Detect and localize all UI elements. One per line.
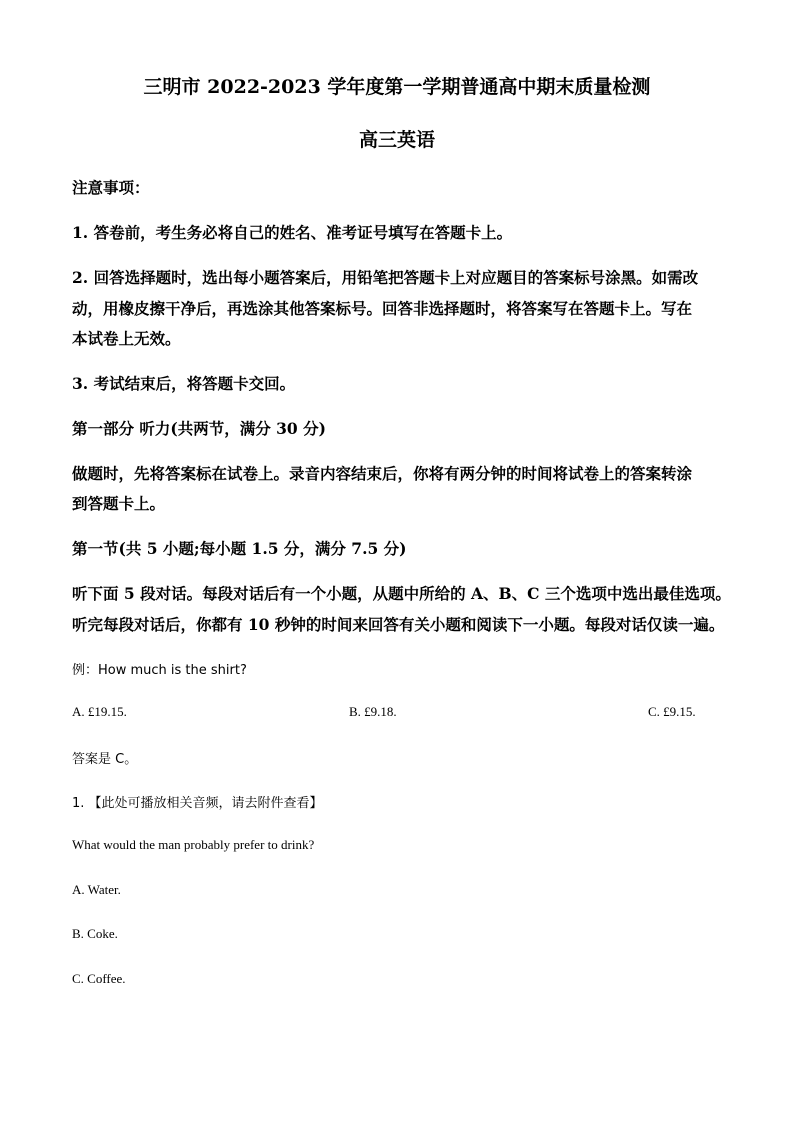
section1-instruction-line-2: 听完每段对话后，你都有 10 秒钟的时间来回答有关小题和阅读下一小题。每段对话仅读一遍。 <box>72 615 725 634</box>
example-answer: 答案是 C。 <box>72 752 138 767</box>
example-option-c: C. £9.15. <box>648 704 696 719</box>
notice-item-1: 1. 答卷前，考生务必将自己的姓名、准考证号填写在答题卡上。 <box>72 223 513 242</box>
section1-instruction-line-1: 听下面 5 段对话。每段对话后有一个小题，从题中所给的 A、B、C 三个选项中选出最佳选项。 <box>72 584 731 603</box>
part1-instruction-line-2: 到答题卡上。 <box>72 494 166 513</box>
notice-heading: 注意事项： <box>72 178 150 197</box>
example-option-b: B. £9.18. <box>349 704 397 719</box>
notice-item-2-line-3: 本试卷上无效。 <box>72 329 181 348</box>
section1-heading: 第一节(共 5 小题;每小题 1.5 分，满分 7.5 分) <box>72 539 407 558</box>
notice-item-3: 3. 考试结束后，将答题卡交回。 <box>72 374 296 393</box>
exam-subtitle: 高三英语 <box>358 129 435 151</box>
question-1-text: What would the man probably prefer to drink? <box>72 837 315 852</box>
notice-item-2-line-1: 2. 回答选择题时，选出每小题答案后，用铅笔把答题卡上对应题目的答案标号涂黑。如需改 <box>72 268 699 287</box>
part1-heading: 第一部分 听力(共两节，满分 30 分) <box>72 419 326 438</box>
notice-item-2-line-2: 动，用橡皮擦干净后，再选涂其他答案标号。回答非选择题时，将答案写在答题卡上。写在 <box>72 299 693 318</box>
part1-instruction-line-1: 做题时，先将答案标在试卷上。录音内容结束后，你将有两分钟的时间将试卷上的答案转涂 <box>72 464 693 483</box>
example-question: 例：How much is the shirt? <box>72 663 247 678</box>
question-1-option-c: C. Coffee. <box>72 971 126 986</box>
question-1-option-a: A. Water. <box>72 882 121 897</box>
question-1-option-b: B. Coke. <box>72 926 118 941</box>
example-option-a: A. £19.15. <box>72 704 127 719</box>
exam-title: 三明市 2022-2023 学年度第一学期普通高中期末质量检测 <box>143 76 651 98</box>
question-1-audio-note: 1. 【此处可播放相关音频，请去附件查看】 <box>72 796 323 811</box>
